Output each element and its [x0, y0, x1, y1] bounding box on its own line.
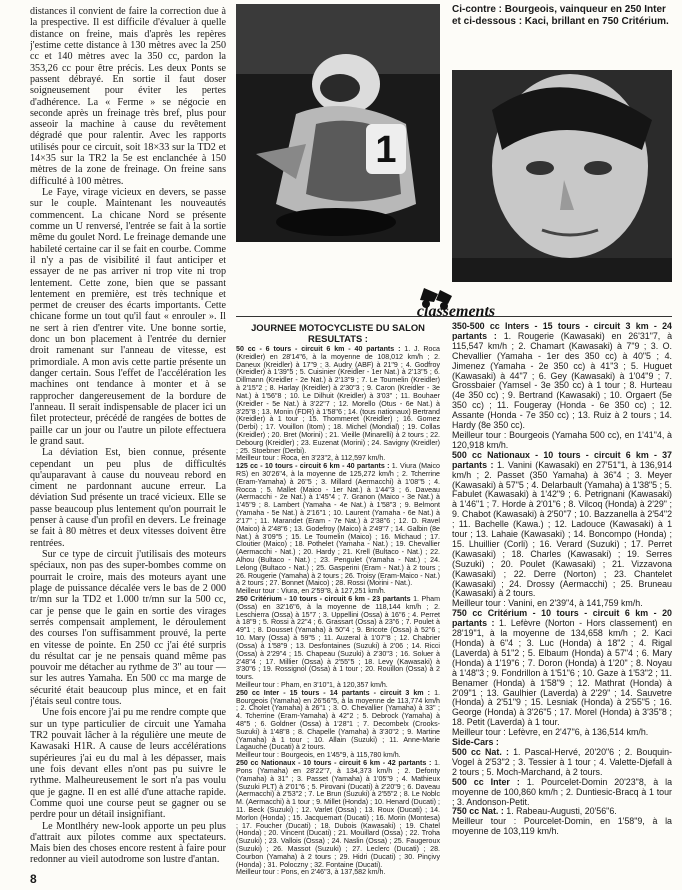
result-entry [452, 609, 672, 738]
race-heading: 500 cc Nat. : [452, 746, 509, 757]
section-divider [236, 316, 672, 317]
race-results-text: 1. Pourcelet-Domin 20'23"8, à la moyenne de 100,860 km/h ; 2. Duntiesic-Bracq à 1 tour ; 3. Andonson-Petit. [452, 776, 672, 807]
page-number: 8 [30, 872, 37, 886]
race-heading: 500 cc Nationaux - 10 tours - circuit 6 km - 37 partants : [452, 449, 672, 470]
results-column-left [236, 322, 440, 885]
logo-text: classements [416, 303, 496, 320]
race-results-text: 1. Viura (Maico RS) en 30'26"4, à la moyenne de 125,272 km/h ; 2. Tcherrine (Eram-Yamaha) à 26"5 ; 3. Millard (Aermacchi) à 1'08"5 ; 4. Rocca ; 5. Mallet (Maico - 1er Nat.) à 1'44"3 ; 6. Daveau (Aermacchi - 2e Nat.) à 1'45"4 ; 7. Granon (Maico - 3e Nat.) à 1'45"9 ; 8. Lambert (Yamaha - 4e Nat.) à 1'58"3 ; 9. Belmont (Yamaha - 5e Nat.) à 2'16"1 ; 10. Laurent (Yamaha - 6e Nat.) à 2'17" ; 11. Marandet (Eram - 7e Nat.) à 2'38"6 ; 12. D. Ravel (Maico) à 2'48"6 ; 13. Godefroy (Maico) à 2'49"7 ; 14. Galbin (8e Nat.) à 3'09"5 ; 15. Le Toumelin (Maico) ; 16. Michaud ; 17. Cloutier (Maico) ; 18. Pothelet (Yamaha - Nat.) ; 19. Chevallier (Aermacchi - Nat.) ; 20. Hardy ; 21. Krell (Bultaco - Nat.) ; 22. Alhou (Bultaco - Nat.) ; 23. Pengulet (Yamaha - Nat.) ; 24. Lelong (Bultaco - Nat.) ; 25. Gasperini (Eram - Nat.) à 2 tours ; 26. Rougerie (Yamaha) à 2 tours ; 26. Troisy (Eram-Maico - Nat.) à 2 tours ; 27. Bonnet (Maico) ; 28. Rossi (Morini - Nat.). Meilleur tour : Viura, en 2'59"8, à 127,251 km/h. [236, 462, 440, 596]
race-number: 1 [375, 129, 397, 171]
race-results-text: 1. J. Roca (Kreidler) en 28'14"6, à la moyenne de 108,012 km/h ; 2. Daneux (Kreidler) à 17"9 ; 3. Audry (ABF) à 21"9 ; 4. Godfroy (Kreidler) à 1'39"5 ; 5. Cuisinier (Kreidler - 1er Nat.) à 2'13"5 ; 6. Dillmann (Kreidler - 2e Nat.) à 2'13"9 ; 7. Le Toumelin (Kreidler) à 2'15"2 ; 8. Harlay (Kreidler) à 2'30"3 ; 9. Caron (Kreidler - 3e Nat.) à 1'56"8 ; 10. Le Dilhuit (Kreidler) à 3'03" ; 11. Bouhaer (Kreidler - 5e Nat.) à 3'22"7 ; 12. Morello (Otus - 6e Nat.) à 3'25"8 ; 13. Monin (FDR) à 1'58"6 ; 14. (tous nationaux) Bertrand (Kreidler) à 1 tour ; 15. Thommeret (Kreidler) ; 16. Gomez (Derbi) ; 17. Vouillon (Itom) ; 18. Michel (Mondial) ; 19. Collas (Kreidler) ; 20. Bret (Morini) ; 21. Vieille (Minarelli) à 2 tours ; 22. Debourg (Kreidler) ; 23. Euzenat (Morini) ; 24. Savigny (Kreidler) ; 25. Stoebner (Derbi). Meilleur tour : Roca, en 3'23"2, à 112,597 km/h. [236, 345, 440, 463]
race-heading: 125 cc - 10 tours - circuit 6 km - 40 partants : [236, 462, 390, 471]
result-entry [452, 451, 672, 610]
portrait-photo [452, 70, 672, 282]
race-heading: 50 cc - 6 tours - circuit 6 km - 40 partants : [236, 345, 401, 353]
racing-photo [236, 4, 440, 242]
classements-logo [404, 284, 508, 320]
race-heading: 250 cc Inter - 15 tours - 14 partants - circuit 3 km : [236, 688, 431, 697]
result-entry [452, 778, 672, 808]
result-entry [236, 463, 440, 596]
race-results-text: 1. Vanini (Kawasaki) en 27'51"1, à 136,914 km/h ; 2. Passet (350 Yamaha) à 36"4 ; 3. Meyer (Kawasaki) à 57"5 ; 4. Delarbault (Yamaha) à 1'38"5 ; 5. Fabulet (Kawasaki) à 1'42"9 ; 6. Petrignani (Kawasaki) à 1'46"1 ; 7. Horde à 2'01"6 ; 8. Vilcoq (Honda) à 2'29" ; 9. Chabot (Kawasaki) à 2'50"7 ; 10. Bazzanella à 2'54"2 ; 11. Bachelle (Kawa.) ; 12. Ladouce (Kawasaki) à 1 tour ; 13. Lahaie (Kawasaki) ; 14. Boncompo (Honda) ; 15. Lhuillier (Corli) ; 16. Verard (Suzuki) ; 17. Perret (Kawasaki) ; 18. Charles (Kawasaki) ; 19. Serres (Suzuki) ; 20. Poulet (Kawasaki) ; 21. Vizzavona (Kawasaki) ; 22. Derre (Norton) ; 23. Chantelet (Kawasaki) ; 24. Drossy (Aermacchi) ; 25. Bruneau (Kawasaki) à 2 tours. Meilleur tour : Vanini, en 2'39"4, à 141,759 km/h. [452, 459, 672, 609]
article-column [30, 6, 226, 866]
article-paragraph: distances il convient de faire la correction due à la prespective. Il est difficile d'évaluer à quelle distance on freine, mais d'après les repères j'estime cette distance à 130 mètres avec la 250 cc et 140 mètres avec la 350 cc, pardon la 353,26 cc pour être précis. Les deux Ponts se passent débrayé. En sortie il faut doser soigneusement pour éviter les pertes d'adhérence. La « Ferme » se négocie en seconde après un freinage très bref, plus pour asseoir la machine à cause du revêtement dégradé que pour ralentir. Avec les rapports utilisés pour ce circuit, soit 18×33 sur la TD2 et 14×35 sur la TR2 la 5e est enclanchée à 150 mètres de la zone de freinage. On freine sans difficulté à 100 mètres. [30, 6, 226, 187]
motorcycle-racer-image [236, 4, 440, 242]
race-heading: 500 cc Inter : [452, 776, 520, 787]
results-list-left [236, 346, 440, 877]
article-paragraph: Le Faye, virage vicieux en devers, se passe sur le couple. Maintenant les nouveautés commencent. La chicane Nord se présente comme un U renversé, l'entrée se fait à la sortie même du goulet Nord. Le freinage demande une habileté certaine car il se fait en courbe. Comme il n'y a pas de visibilité il faut anticiper et essayer de ne pas arriver ni trop vite ni trop lentement. Cette zone, bien que se passant lentement en première, est très technique et permet de creuser des écarts importants. Cette chicane forme un tout qu'il faut « enrouler ». Il ne sert à rien d'entrer vite. Une bonne sortie, donc un bon placement à l'entrée du dernier droit ramenant sur l'anneau de vitesse, est primordiale. A mon avis cette partie présente un danger certain. Sous l'effet de l'accélération les machines ont tendance à monter et à se rapprocher dangereusement de la bordure de l'anneau. Il serait indispensable de placer ici un filet protecteur, précédé de rangées de bottes de paille car un jour ou l'autre un pilote effectuera le grand saut. [30, 187, 226, 447]
race-results-text: 1. Rougerie (Kawasaki) en 26'31"7, à 115,547 km/h ; 2. Chamart (Kawasaki) à 7"9 ; 3. O. Chevallier (Yamaha - 1er des 350 cc) à 40"5 ; 4. Jimenez (Yamaha - 2e 350 cc) à 41"3 ; 5. Huguet (Kawasaki) à 44"7 ; 6. Gey (Kawasaki) à 1'04"9 ; 7. Grossbaier (Yamsel - 3e 350 cc) à 1 tour ; 8. Hurteau (4e 350 cc) ; 9. Bertrand (Kawasaki) ; 10. Orgaert (5e 350 cc) ; 11. Fougeray (Honda - 6e 350 cc) ; 12. Assante (Honda - 7e 350 cc) ; 13. Ruiz à 2 tours ; 14. Hardy (8e 350 cc). Meilleur tour : Bourgeois (Yamaha 500 cc), en 1'41"4, à 120,918 km/h. [452, 330, 672, 450]
result-entry [236, 760, 440, 877]
race-results-text: 1. Pham (Ossa) en 32'16"6, à la moyenne de 118,144 km/h ; 2. Leschierra (Ossa) à 15"7 ; 3. Uppellini (Ossa) à 16"6 ; 4. Perret à 18"9 ; 5. Rossi à 22"4 ; 6. Grassart (Ossa) à 23"6 ; 7. Poulet à 49"1 ; 8. Dousset (Yamaha) à 50"4 ; 9. Bricote (Ossa) à 52"6 ; 10. Mary (Ossa) à 59"5 ; 11. Auzeral à 1'07"8 ; 12. Chabrier (Ossa) à 1'58"9 ; 13. Desfontaines (Suzuki) à 2'06 ; 14. Ricci (Ossa) à 2'29"4 ; 15. Chapeau (Suzuki) à 2'30"3 ; 16. Soluer à 2'48"4 ; 17. Millier (Ossa) à 2'55"5 ; 18. Levy (Kawasaki) à 3'30"6 ; 19. Rossignol (Ossa) à 1 tour ; 20. Rouillon (Ossa) à 2 tours. Meilleur tour : Pham, en 3'10"1, à 120,357 km/h. [236, 595, 440, 689]
race-results-text: 1. Bourgeois (Yamaha) en 26'56"5, à la moyenne de 113,774 km/h ; 2. Cholet (Yamaha) à 26"1 ; 3. O. Chevallier (Yamaha) à 33" ; 4. Tcherrine (Eram-Yamaha) à 42"2 ; 5. Debrock (Yamaha) à 48"5 ; 6. Goldner (Ossa) à 1'28"1 ; 7. Decombelx (Crooks-Suzuki) à 1'48"8 ; 8. Chapelle (Yamaha) à 3'30"2 ; 9. Martine (Yamaha) à 1 tour ; 10. Allain (Suzuki) ; 11. Anne-Marie Lagauche (Ducati) à 2 tours. Meilleur tour : Bourgeois, en 1'45"9, à 115,780 km/h. [236, 688, 440, 760]
race-heading: 250 Critérium - 10 tours - circuit 6 km - 23 partants [236, 595, 411, 603]
article-paragraph: La déviation Est, bien connue, présente cependant un peu plus de difficultés qu'auparavant à cause du nouveau rebord en ciment ne pardonnant aucune erreur. La déviation Sud présente un tracé vicieux. Elle se passe beaucoup plus lentement qu'on pourrait le penser à cause d'un profil en devers. Le freinage se fait à 80 mètres et deux vitesses doivent être rentrées. [30, 447, 226, 549]
article-paragraph: Le Montlhéry new-look apporte un peu plus d'attrait aux pilotes comme aux spectateurs. Mais bien des choses encore restent à faire pour redonner au vieil autodrome son lustre d'antan. [30, 820, 226, 866]
rider-portrait-image [452, 70, 672, 282]
result-entry [236, 596, 440, 690]
photo-caption: Ci-contre : Bourgeois, vainqueur en 250 Inter et ci-dessous : Kaci, brillant en 750 Critérium. [452, 4, 669, 27]
results-column-right [452, 322, 672, 885]
result-entry [452, 807, 672, 837]
race-results-text: 1. Pascal-Hervé, 20'20"6 ; 2. Bouquin-Vogel à 2'53"2 ; 3. Tessier à 1 tour ; 4. Valette-Djefall à 2 tours ; 5. Moch-Marchand, à 2 tours. [452, 746, 672, 777]
race-heading: 250 cc Nationaux - 10 tours - circuit 6 km - 42 partants : [236, 759, 432, 768]
race-results-text: 1. Pons (Yamaha) en 28'22"7, à 134,373 km/h ; 2. Defonty (Yamaha) à 31" ; 3. Passet (Yamaha) à 1'05"9 ; 4. Mathieux (Suzuki PLT) à 2'01"6 ; 5. Pirovani (Ducati) à 2'20"9 ; 6. Daveau (Aermacchi) à 2'53"2 ; 7. Le Brun (Suzuki) à 2'55"2 ; 8. Le Noblc M. (Aermacchi) à 1 tour ; 9. Millet (Honda) ; 10. Henard (Ducati) ; 11. Beck (Suzuki) ; 12. Varlet (Ossa) ; 13. Roux (Ducati) ; 14. Morlon (Honda) ; 15. Jacquemart (Ducati) ; 16. Morin (Montesa) ; 17. Foucher (Ducati) ; 18. Dubois (Kawasaki) ; 19. Chatel (Honda) ; 20. Vincent (Ducati) ; 21. Mouillard (Ossa) ; 22. Troha (Suzuki) ; 23. Vallois (Ossa) ; 24. Naslin (Ossa) ; 25. Faugerouх (Suzuki) ; 26. Massot (Suzuki) ; 27. Leclerc (Ducati) ; 28. Courbon (Yamaha) à 2 tours ; 29. Hidri (Ducati) ; 30. Pinçivy (Honda) ; 31. Poloczny ; 32. Fontaine (Ducati). Meilleur tour : Pons, en 2'46"3, à 137,582 km/h. [236, 759, 440, 877]
result-entry [452, 322, 672, 451]
results-title: JOURNEE MOTOCYCLISTE DU SALON RESULTATS : [251, 322, 425, 344]
race-heading: 750 cc Critérium - 10 tours - circuit 6 km - 20 partants : [452, 608, 672, 629]
article-paragraph: Une fois encore j'ai pu me rendre compte que sur un type particulier de circuit une Yamaha TR2 pouvait lâcher à la régulière une meute de Kawasaki H1R. A cause de leurs accélérations supérieures j'ai eu du mal à les dépasser, mais une fois devant elles n'ont pas pu suivre le rythme. Malheureusement le sort n'a pas voulu que je gagne. Il en est allé d'une attache rapide. Comme quoi une course peut se gagner ou se perdre pour un détail insignifiant. [30, 707, 226, 821]
result-entry [452, 748, 672, 778]
race-heading: Side-Cars : [452, 737, 499, 748]
article-paragraph: Sur ce type de circuit j'utilisais des moteurs spéciaux, non pas des super-bombes comme on pourrait le croire, mais des moteurs ayant une plage de puissance décalée vers le bas de 2 000 tr/mn sur la TD2 et 1.000 tr/mn sur la 500 cc, car je pense que le gain en sortie des virages serrés compensait amplement, le déroulement des courses l'on suffisamment prouvé, la perte en vitesse de pointe. En 250 cc j'ai été surpris du résultat car je ne pensais quand même pas pouvoir me détacher au rythme de 3" au tour — sur les autres Yamaha. En 500 cc ma marge de sécurité était beaucoup plus mince, et en fait j'étais seul contre tous. [30, 549, 226, 708]
race-results-text: 1. Lefèvre (Norton - Hors classement) en 28'19"1, à la moyenne de 134,658 km/h ; 2. Kaci (Honda) à 6"4 ; 3. Luc (Honda) à 18"2 ; 4. Rigal (Laverda) à 51"2 ; 5. Elbaum (Honda) à 57"4 ; 6. Mary (Honda) à 1'19"6 ; 7. Doron (Honda) à 1'20" ; 8. Noyau à 1'48"3 ; 9. Fondrillon à 1'51"6 ; 10. Gaze à 1'53"2 ; 11. Benamer (Honda) à 1'58"9 ; 12. Mathrat (Honda) à 2'09"1 ; 13. Gaulhier (Laverda) à 2'29" ; 14. Sauvetre (Honda) à 2'51"9 ; 15. Lesniak (Honda) à 2'55"5 ; 16. George (Honda) à 3'26"5 ; 17. Morel (Honda) à 3'35"8 ; 18. Petit (Laverda) à 1 tour. Meilleur tour : Lefèvre, en 2'47"6, à 136,514 km/h. [452, 618, 672, 738]
race-heading: 350-500 cc Inters - 15 tours - circuit 3 km - 24 partants : [452, 322, 672, 341]
results-list-right [452, 322, 672, 837]
result-entry [236, 690, 440, 760]
result-entry [236, 346, 440, 463]
race-heading: 750 cc Nat. : [452, 806, 504, 817]
race-results-text: 1. Rabeau-Augusti, 20'56"6. Meilleur tour : Pourcelet-Domin, en 1'58"9, à la moyenne de 103,119 km/h. [452, 806, 672, 837]
